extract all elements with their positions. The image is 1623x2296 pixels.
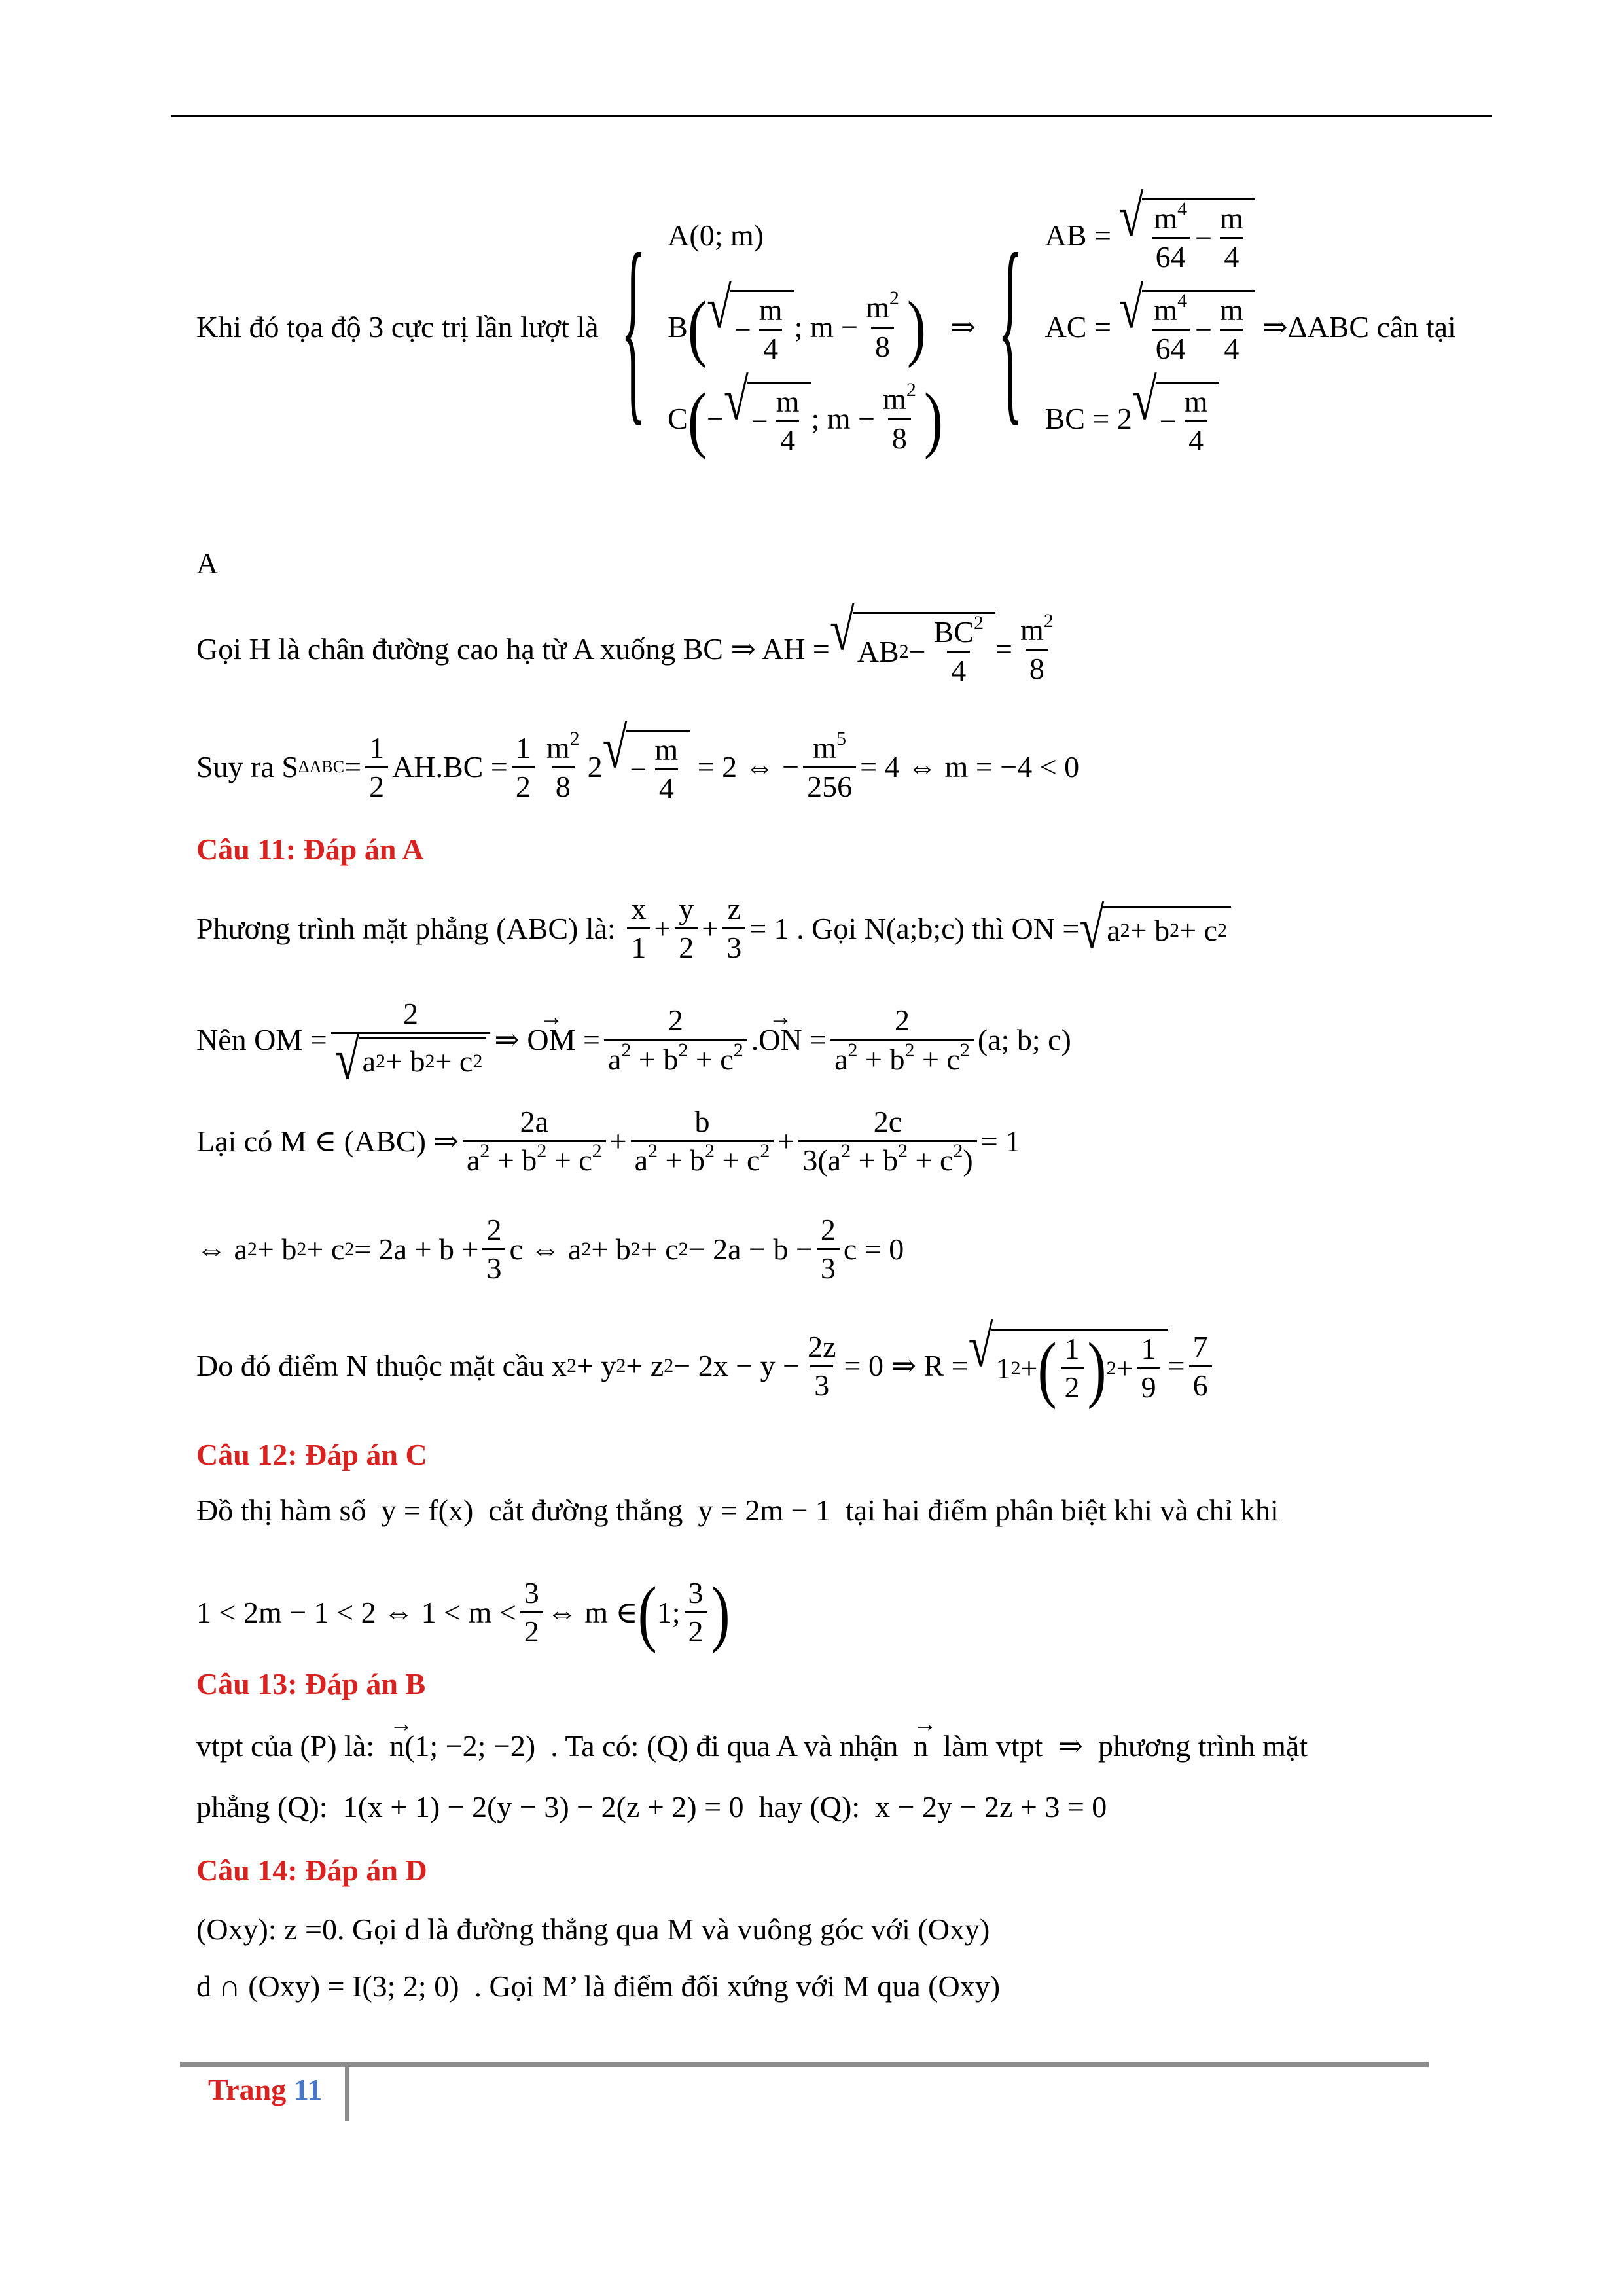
footer-rule xyxy=(180,2062,1429,2067)
point-b: B ( √ − $\frac{m}{4}$ ; m − $\frac{m^2}{8}$ ) xyxy=(668,275,926,368)
q11-line2: Nên OM = 2 √ a 2 + b 2 + c 2 ⇒ → OM = $\frac{2}{a^2 + b^2 + c^2}$ . → ON = $\frac{2}{a^2 + b^2 + c^2}$ (a; b; c) xyxy=(196,998,1071,1082)
distances-system xyxy=(1044,183,1456,465)
lone-a: A xyxy=(196,547,219,580)
h-line: Gọi H là chân đường cao hạ từ A xuống BC ⇒ AH = √ AB 2 − $\frac{BC^2}{4}$ = $\frac{m^2}{8}$ xyxy=(196,597,1054,688)
dist-bc: BC = 2 √ − $\frac{m}{4}$ xyxy=(1045,373,1456,465)
q11-line1: Phương trình mặt phẳng (ABC) là: $\frac{x}{1}$ + $\frac{y}{2}$ + $\frac{z}{3}$ = 1 . Gọi N(a;b;c) thì ON = √ a 2 + b 2 + c 2 xyxy=(196,893,1231,964)
intro-text: Khi đó tọa độ 3 cực trị lần lượt là xyxy=(196,310,599,344)
area-line: Suy ra S ΔABC = $\frac{1}{2}$ AH.BC = $\frac{1}{2}$ $\frac{m^2}{8}$ 2 √ − $\frac{m}{4}$ = 2 ⇔ − $\frac{m^5}{256}$ = 4 ⇔ m = −4 < 0 xyxy=(196,715,1080,806)
q12-line1: Đồ thị hàm số y = f(x) cắt đường thẳng y = 2m − 1 tại hai điểm phân biệt khi và chỉ khi xyxy=(196,1494,1279,1527)
points-system xyxy=(668,190,943,465)
page-footer xyxy=(208,2072,322,2107)
q13-line1: vtpt của (P) là: → n(1; −2; −2) . Ta có: (Q) đi qua A và nhận → n làm vtpt ⇒ phương trình mặt xyxy=(196,1731,1308,1761)
q12-line2: 1 < 2m − 1 < 2 ⇔ 1 < m < $\frac{3}{2}$ ⇔ m ∈ ( 1; $\frac{3}{2}$ ) xyxy=(196,1571,730,1654)
q11-line3: Lại có M ∈ (ABC) ⇒ $\frac{2a}{a^2 + b^2 + c^2}$ + $\frac{b}{a^2 + b^2 + c^2}$ + $\frac{2c}{3(a^2 + b^2 + c^2)}$ = 1 xyxy=(196,1105,1021,1177)
q14-heading: Câu 14: Đáp án D xyxy=(196,1854,427,1887)
after-system: ΔABC cân tại xyxy=(1287,310,1456,344)
q12-heading: Câu 12: Đáp án C xyxy=(196,1438,427,1471)
q14-line2: d ∩ (Oxy) = I(3; 2; 0) . Gọi M’ là điểm đối xứng với M qua (Oxy) xyxy=(196,1969,1001,2003)
point-c: C ( − √ − $\frac{m}{4}$ ; m − $\frac{m^2}{8}$ ) xyxy=(668,367,943,460)
intro-line: Khi đó tọa độ 3 cực trị lần lượt là { A(0; m) B ( √ − $\frac{m}{4}$ ; m − $\frac{m^2}{8}$ ) C ( − √ − $\frac{m}{4}$ ; m − $\frac{m^2}{8}$ ) ⇒ { AB = √ $\frac{m^4}{64}$ − $\frac{m}{4}$ AC = √ $\frac{m^4}{64}$ − $\frac{m}{4}$ ⇒ ΔABC cân tại BC = 2 √ − $\frac{m}{4}$ xyxy=(196,190,1456,465)
q11-line5: Do đó điểm N thuộc mặt cầu x 2 + y 2 + z 2 − 2x − y − $\frac{2z}{3}$ = 0 ⇒ R = √ 1 2 + ( $\frac{1}{2}$ ) 2 + $\frac{1}{9}$ = $\frac{7}{6}$ xyxy=(196,1329,1216,1404)
dist-ac: AC = √ $\frac{m^4}{64}$ − $\frac{m}{4}$ ⇒ ΔABC cân tại xyxy=(1044,275,1456,365)
q11-heading: Câu 11: Đáp án A xyxy=(196,833,424,866)
footer-label: Trang xyxy=(208,2073,287,2106)
dist-ab: AB = √ $\frac{m^4}{64}$ − $\frac{m}{4}$ xyxy=(1045,190,1456,281)
q13-line2: phẳng (Q): 1(x + 1) − 2(y − 3) − 2(z + 2) = 0 hay (Q): x − 2y − 2z + 3 = 0 xyxy=(196,1790,1107,1823)
point-a: A(0; m) xyxy=(668,219,764,252)
right-brace: { xyxy=(997,211,1023,443)
header-rule xyxy=(171,115,1492,117)
footer-divider xyxy=(345,2062,349,2121)
q11-line4: ⇔ a 2 + b 2 + c 2 = 2a + b + $\frac{2}{3}$ c ⇔ a 2 + b 2 + c 2 − 2a − b − $\frac{2}{3}$ c = 0 xyxy=(196,1213,904,1285)
left-brace: { xyxy=(620,211,646,443)
page-number: 11 xyxy=(293,2073,323,2106)
q14-line1: (Oxy): z =0. Gọi d là đường thẳng qua M và vuông góc với (Oxy) xyxy=(196,1912,990,1946)
q13-heading: Câu 13: Đáp án B xyxy=(196,1667,426,1700)
